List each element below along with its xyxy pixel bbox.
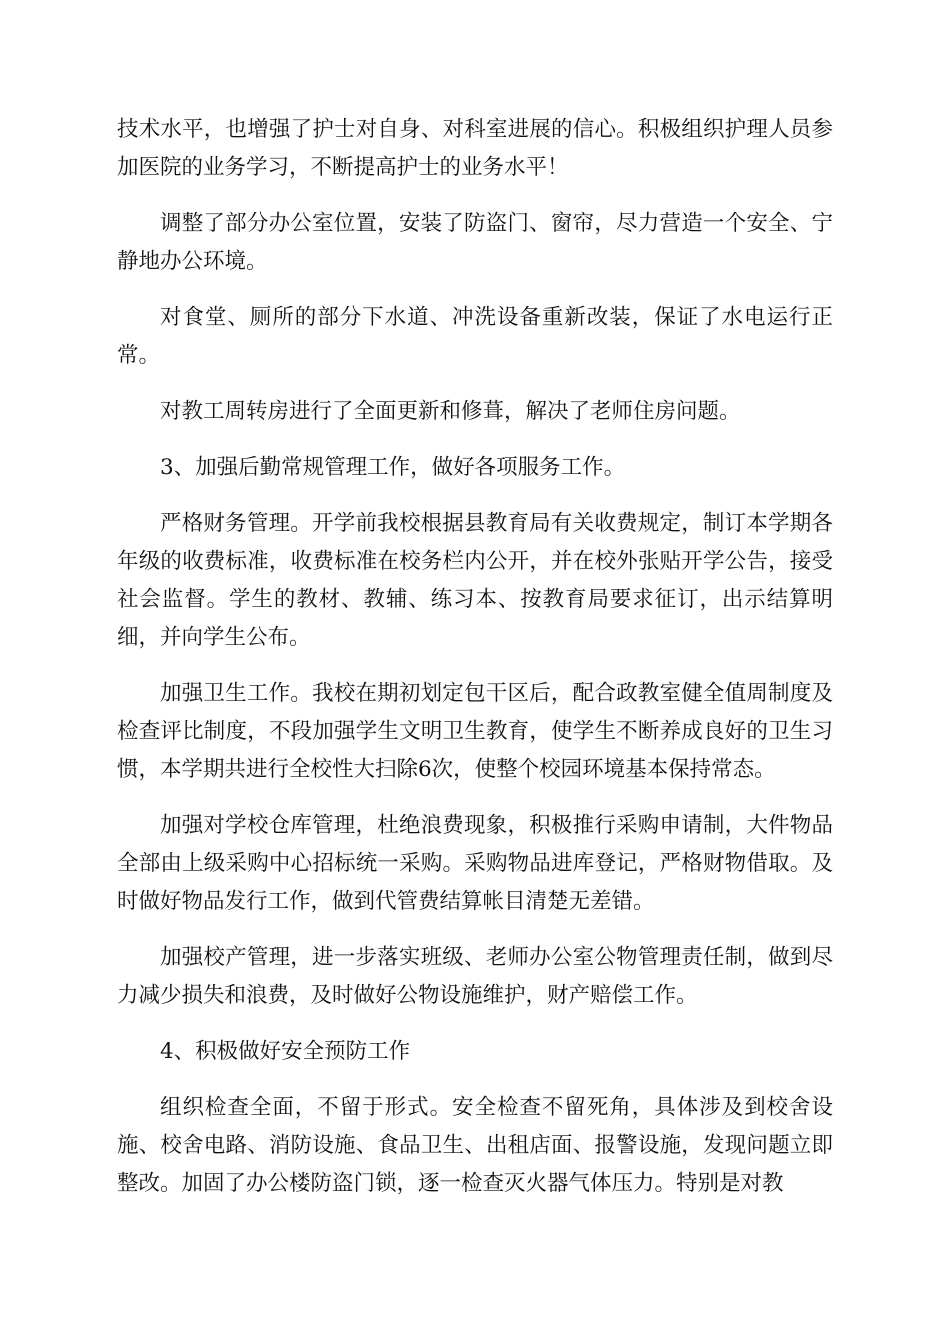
document-body xyxy=(117,111,833,1221)
paragraph: 加强校产管理，进一步落实班级、老师办公室公物管理责任制，做到尽力减少损失和浪费，及时做好公物设施维护，财产赔偿工作。 xyxy=(117,945,833,1008)
paragraph: 加强卫生工作。我校在期初划定包干区后，配合政教室健全值周制度及检查评比制度，不段加强学生文明卫生教育，使学生不断养成良好的卫生习惯，本学期共进行全校性大扫除6次，使整个校园环境基本保持常态。 xyxy=(117,681,833,782)
section-heading: 3、加强后勤常规管理工作，做好各项服务工作。 xyxy=(160,455,626,480)
paragraph: 组织检查全面，不留于形式。安全检查不留死角，具体涉及到校舍设施、校舍电路、消防设施、食品卫生、出租店面、报警设施，发现问题立即整改。加固了办公楼防盗门锁，逐一检查灭火器气体压力。特别是对教 xyxy=(117,1095,833,1196)
paragraph: 严格财务管理。开学前我校根据县教育局有关收费规定，制订本学期各年级的收费标准，收费标准在校务栏内公开，并在校外张贴开学公告，接受社会监督。学生的教材、教辅、练习本、按教育局要求征订，出示结算明细，并向学生公布。 xyxy=(117,511,833,650)
paragraph: 对食堂、厕所的部分下水道、冲洗设备重新改装，保证了水电运行正常。 xyxy=(117,305,833,368)
paragraph-continued: 技术水平，也增强了护士对自身、对科室进展的信心。积极组织护理人员参加医院的业务学习，不断提高护士的业务水平！ xyxy=(117,117,833,180)
section-heading: 4、积极做好安全预防工作 xyxy=(160,1039,411,1064)
paragraph: 调整了部分办公室位置，安装了防盗门、窗帘，尽力营造一个安全、宁静地办公环境。 xyxy=(117,211,833,274)
paragraph: 对教工周转房进行了全面更新和修葺，解决了老师住房问题。 xyxy=(160,399,741,424)
paragraph: 加强对学校仓库管理，杜绝浪费现象，积极推行采购申请制，大件物品全部由上级采购中心招标统一采购。采购物品进库登记，严格财物借取。及时做好物品发行工作，做到代管费结算帐目清楚无差错。 xyxy=(117,813,833,914)
